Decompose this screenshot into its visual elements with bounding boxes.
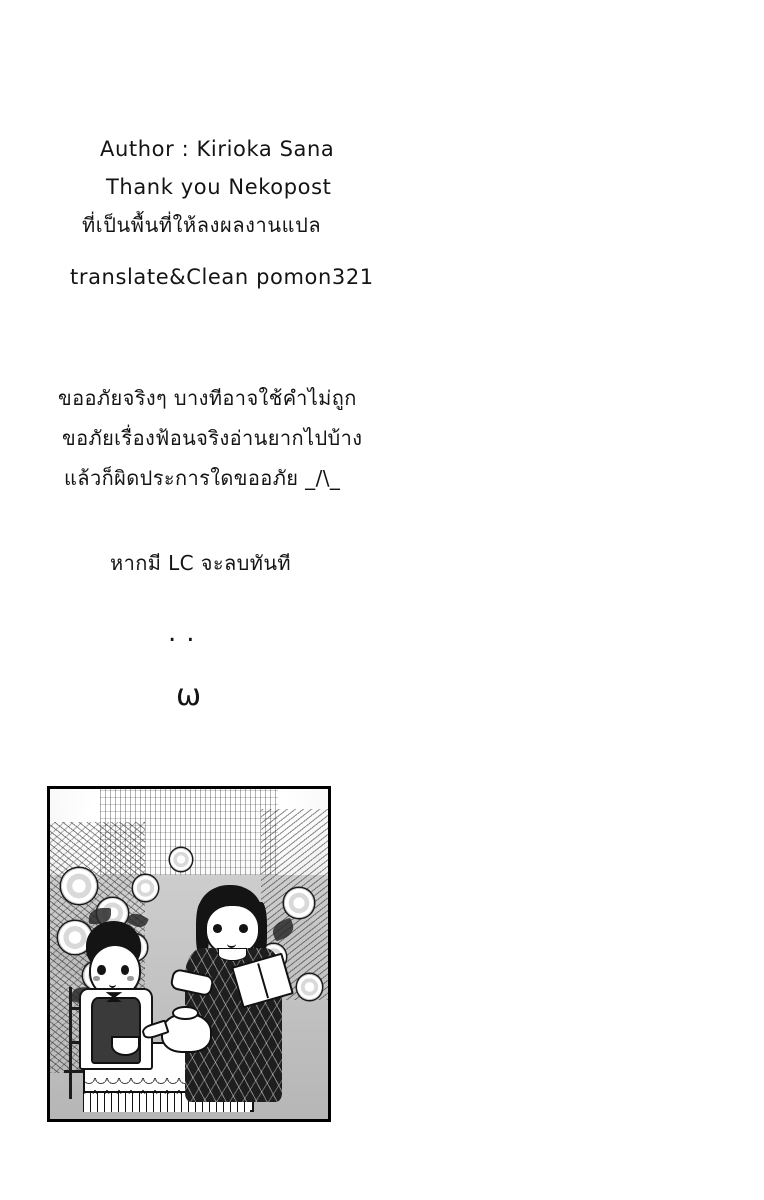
apology-line-1: ขออภัยจริงๆ บางทีอาจใช้คำไม่ถูก — [58, 386, 357, 410]
girl-eye-right — [239, 924, 248, 933]
credits-translate-line: translate&Clean pomon321 — [70, 265, 374, 289]
credits-author-line: Author : Kirioka Sana — [100, 137, 335, 161]
illustration-artwork — [50, 789, 328, 1119]
girl-collar — [218, 948, 247, 961]
apology-line-2: ขอภัยเรื่องฟ้อนจริงอ่านยากไปบ้าง — [62, 426, 363, 450]
license-notice-line: หากมี LC จะลบทันที — [110, 551, 291, 575]
emoticon-eyes: .. — [168, 618, 205, 648]
girl-mouth — [227, 939, 236, 948]
apology-line-3: แล้วก็ผิดประการใดขออภัย _/\_ — [64, 466, 341, 490]
apology-block — [0, 378, 764, 498]
girl-character — [178, 885, 289, 1103]
teapot-lid — [172, 1006, 198, 1020]
boy-cheek-left — [93, 976, 100, 980]
credits-thanks-line: Thank you Nekopost — [106, 175, 332, 199]
emoticon-block — [0, 618, 764, 712]
illustration-panel — [47, 786, 331, 1122]
boy-eye-left — [97, 965, 105, 975]
boy-cheek-right — [127, 976, 134, 980]
girl-eye-left — [213, 924, 222, 933]
credits-thanks-detail-line: ที่เป็นพื้นที่ให้ลงผลงานแปล — [82, 213, 322, 237]
emoticon-mouth: ω — [176, 678, 202, 713]
boy-eye-right — [121, 965, 129, 975]
credits-block — [0, 130, 764, 296]
license-notice-block — [0, 546, 764, 580]
